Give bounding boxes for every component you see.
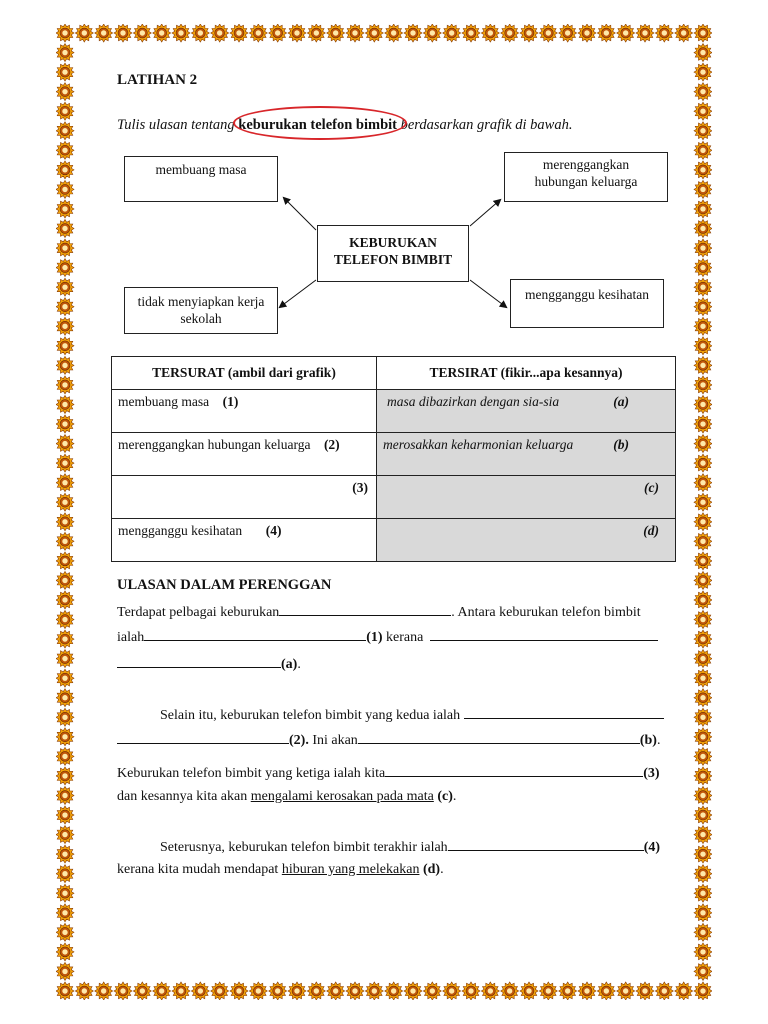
para4-line2: kerana kita mudah mendapat hiburan yang melekakan (d). bbox=[117, 862, 444, 877]
table-row bbox=[112, 433, 676, 476]
sun-ornament bbox=[694, 376, 712, 394]
p4-underlined: hiburan yang melekakan bbox=[281, 862, 420, 877]
sun-ornament bbox=[655, 982, 673, 1000]
node-bottom-right-label: mengganggu kesihatan bbox=[524, 287, 650, 302]
blank-line[interactable] bbox=[448, 837, 644, 851]
sun-ornament bbox=[56, 747, 74, 765]
sun-ornament bbox=[56, 845, 74, 863]
p1-text-a: Terdapat pelbagai keburukan bbox=[117, 605, 280, 620]
sun-ornament bbox=[559, 982, 577, 1000]
sun-ornament bbox=[404, 982, 422, 1000]
sun-ornament bbox=[230, 982, 248, 1000]
cell-tersurat-text: mengganggu kesihatan bbox=[118, 523, 243, 538]
sun-ornament bbox=[694, 474, 712, 492]
p3-letter: (c) bbox=[437, 789, 453, 804]
sun-ornament bbox=[694, 689, 712, 707]
sun-ornament bbox=[56, 767, 74, 785]
p2-text-a: Selain itu, keburukan telefon bimbit yang kedua ialah bbox=[160, 708, 464, 723]
arrow-bottom-left bbox=[280, 280, 316, 307]
sun-ornament bbox=[675, 982, 693, 1000]
sun-ornament bbox=[365, 982, 383, 1000]
node-top-left-label: membuang masa bbox=[155, 162, 247, 177]
blank-line[interactable] bbox=[144, 627, 366, 641]
sun-ornament bbox=[694, 513, 712, 531]
blank-line[interactable] bbox=[117, 654, 281, 668]
sun-ornament bbox=[56, 728, 74, 746]
node-bottom-left bbox=[124, 287, 278, 334]
table-header-row bbox=[112, 357, 676, 390]
header-tersurat: TERSURAT (ambil dari grafik) bbox=[112, 357, 377, 390]
sun-ornament bbox=[346, 982, 364, 1000]
sun-ornament bbox=[56, 943, 74, 961]
para1-line3: (a). bbox=[117, 654, 301, 673]
p2-num: (2). bbox=[289, 733, 309, 748]
sun-ornament bbox=[694, 415, 712, 433]
arrow-top-right bbox=[470, 200, 500, 226]
p2-text-c: Ini akan bbox=[308, 733, 358, 748]
sun-ornament bbox=[694, 826, 712, 844]
sun-ornament bbox=[694, 493, 712, 511]
sun-ornament bbox=[423, 982, 441, 1000]
node-center-line2: TELEFON BIMBIT bbox=[333, 252, 453, 267]
sun-ornament bbox=[694, 552, 712, 570]
node-top-left bbox=[124, 156, 278, 202]
sun-ornament bbox=[56, 552, 74, 570]
cell-tersurat-text: membuang masa bbox=[118, 394, 210, 409]
sun-ornament bbox=[694, 571, 712, 589]
p1-text-e: kerana bbox=[382, 630, 427, 645]
sun-ornament bbox=[694, 982, 712, 1000]
cell-num: (4) bbox=[265, 523, 282, 538]
sun-ornament bbox=[694, 611, 712, 629]
p1-text-c: ialah bbox=[117, 630, 145, 645]
node-bottom-left-line2: sekolah bbox=[180, 311, 222, 326]
sun-ornament bbox=[56, 474, 74, 492]
para1-line2 bbox=[117, 627, 658, 646]
blank-line[interactable] bbox=[464, 705, 664, 719]
sun-ornament bbox=[462, 982, 480, 1000]
sun-ornament bbox=[617, 982, 635, 1000]
sun-ornament bbox=[56, 689, 74, 707]
sun-ornament bbox=[172, 982, 190, 1000]
sun-ornament bbox=[694, 454, 712, 472]
sun-ornament bbox=[443, 982, 461, 1000]
sun-ornament bbox=[694, 962, 712, 980]
sun-ornament bbox=[694, 591, 712, 609]
sun-ornament bbox=[56, 708, 74, 726]
para2-line2: (2). Ini akan (b). bbox=[117, 730, 660, 749]
sun-ornament bbox=[56, 962, 74, 980]
cell-tersirat bbox=[377, 476, 676, 519]
sun-ornament bbox=[56, 415, 74, 433]
blank-line[interactable] bbox=[279, 602, 451, 616]
sun-ornament bbox=[694, 630, 712, 648]
sun-ornament bbox=[327, 982, 345, 1000]
p1-letter: (a) bbox=[281, 657, 298, 672]
p4-letter: (d) bbox=[422, 862, 441, 877]
blank-line[interactable] bbox=[385, 763, 643, 777]
sun-ornament bbox=[385, 982, 403, 1000]
blank-line[interactable] bbox=[430, 627, 658, 641]
sun-ornament bbox=[694, 923, 712, 941]
para3-line2: dan kesannya kita akan mengalami kerosakan pada mata (c). bbox=[117, 789, 457, 804]
sun-ornament bbox=[56, 493, 74, 511]
p1-text-b: . Antara keburukan telefon bimbit bbox=[451, 605, 641, 620]
sun-ornament bbox=[56, 826, 74, 844]
node-bottom-right bbox=[510, 279, 664, 328]
sun-ornament bbox=[694, 865, 712, 883]
cell-letter: (d) bbox=[643, 523, 659, 538]
sun-ornament bbox=[56, 806, 74, 824]
sun-ornament bbox=[56, 630, 74, 648]
para3-line1 bbox=[117, 763, 660, 782]
para2-line1 bbox=[160, 705, 664, 724]
sun-ornament bbox=[56, 669, 74, 687]
sun-ornament bbox=[694, 845, 712, 863]
sun-ornament bbox=[694, 708, 712, 726]
cell-tersirat-text: masa dibazirkan dengan sia-sia bbox=[387, 394, 560, 409]
sun-ornament bbox=[153, 982, 171, 1000]
sun-ornament bbox=[56, 454, 74, 472]
sun-ornament bbox=[694, 435, 712, 453]
sun-ornament bbox=[694, 806, 712, 824]
cell-tersurat bbox=[112, 433, 377, 476]
cell-tersurat bbox=[112, 476, 377, 519]
sun-ornament bbox=[520, 982, 538, 1000]
cell-tersurat bbox=[112, 390, 377, 433]
p3-text-c: dan kesannya kita akan bbox=[117, 789, 251, 804]
sun-ornament bbox=[694, 728, 712, 746]
node-top-right-line2: hubungan keluarga bbox=[534, 174, 638, 189]
cell-letter: (b) bbox=[613, 437, 629, 452]
table-row bbox=[112, 519, 676, 562]
sun-ornament bbox=[578, 982, 596, 1000]
node-top-right bbox=[504, 152, 668, 202]
p3-underlined: mengalami kerosakan pada mata bbox=[250, 789, 434, 804]
para1-line1 bbox=[117, 602, 641, 621]
cell-num: (2) bbox=[323, 437, 340, 452]
blank-line[interactable] bbox=[117, 730, 289, 744]
p2-letter: (b) bbox=[639, 733, 657, 748]
sun-ornament bbox=[269, 982, 287, 1000]
sun-ornament bbox=[56, 376, 74, 394]
cell-tersurat bbox=[112, 519, 377, 562]
sun-ornament bbox=[694, 943, 712, 961]
sun-ornament bbox=[95, 982, 113, 1000]
sun-ornament bbox=[694, 767, 712, 785]
p4-text-a: Seterusnya, keburukan telefon bimbit terakhir ialah bbox=[160, 840, 448, 855]
cell-num: (1) bbox=[222, 394, 239, 409]
sun-ornament bbox=[114, 982, 132, 1000]
instruction-highlight: keburukan telefon bimbit bbox=[238, 117, 397, 133]
cell-tersurat-text: merenggangkan hubungan keluarga bbox=[118, 437, 311, 452]
node-top-right-line1: merenggangkan bbox=[542, 157, 630, 172]
p3-text-a: Keburukan telefon bimbit yang ketiga ialah kita bbox=[117, 766, 386, 781]
cell-num: (3) bbox=[352, 480, 368, 495]
cell-tersirat bbox=[377, 433, 676, 476]
sun-ornament bbox=[288, 982, 306, 1000]
sun-ornament bbox=[694, 669, 712, 687]
sun-ornament bbox=[694, 787, 712, 805]
instruction-before: Tulis ulasan tentang bbox=[117, 117, 239, 133]
blank-line[interactable] bbox=[358, 730, 640, 744]
p4-text-c: kerana kita mudah mendapat bbox=[117, 862, 282, 877]
node-center bbox=[317, 225, 469, 282]
sun-ornament bbox=[249, 982, 267, 1000]
ulasan-heading: ULASAN DALAM PERENGGAN bbox=[117, 577, 332, 593]
header-tersirat: TERSIRAT (fikir...apa kesannya) bbox=[377, 357, 676, 390]
sun-ornament bbox=[694, 396, 712, 414]
tersurat-tersirat-table bbox=[111, 356, 676, 562]
table-row bbox=[112, 390, 676, 433]
sun-ornament bbox=[56, 611, 74, 629]
sun-ornament bbox=[694, 650, 712, 668]
p1-num: (1) bbox=[366, 630, 383, 645]
cell-tersirat-text: merosakkan keharmonian keluarga bbox=[383, 437, 574, 452]
p4-num: (4) bbox=[643, 840, 661, 855]
sun-ornament bbox=[501, 982, 519, 1000]
page-title: LATIHAN 2 bbox=[117, 72, 198, 88]
p3-num: (3) bbox=[643, 766, 660, 781]
sun-ornament bbox=[56, 884, 74, 902]
sun-ornament bbox=[56, 650, 74, 668]
sun-ornament bbox=[539, 982, 557, 1000]
sun-ornament bbox=[56, 435, 74, 453]
sun-ornament bbox=[75, 982, 93, 1000]
sun-ornament bbox=[56, 787, 74, 805]
sun-ornament bbox=[636, 982, 654, 1000]
node-bottom-left-line1: tidak menyiapkan kerja bbox=[137, 294, 265, 309]
arrow-bottom-right bbox=[470, 280, 506, 307]
cell-tersirat bbox=[377, 519, 676, 562]
sun-ornament bbox=[694, 884, 712, 902]
instruction-after: berdasarkan grafik di bawah. bbox=[397, 117, 573, 133]
sun-ornament bbox=[694, 532, 712, 550]
sun-ornament bbox=[56, 396, 74, 414]
sun-ornament bbox=[56, 571, 74, 589]
sun-ornament bbox=[56, 982, 74, 1000]
sun-ornament bbox=[694, 747, 712, 765]
sun-ornament bbox=[307, 982, 325, 1000]
sun-ornament bbox=[481, 982, 499, 1000]
arrow-top-left bbox=[284, 198, 316, 230]
node-center-line1: KEBURUKAN bbox=[349, 235, 437, 250]
sun-ornament bbox=[56, 904, 74, 922]
sun-ornament bbox=[56, 532, 74, 550]
sun-ornament bbox=[191, 982, 209, 1000]
sun-ornament bbox=[597, 982, 615, 1000]
cell-tersirat bbox=[377, 390, 676, 433]
para4-line1 bbox=[160, 837, 660, 856]
sun-ornament bbox=[56, 865, 74, 883]
sun-ornament bbox=[56, 923, 74, 941]
cell-letter: (a) bbox=[613, 394, 629, 409]
sun-ornament bbox=[56, 513, 74, 531]
table-row bbox=[112, 476, 676, 519]
sun-ornament bbox=[694, 904, 712, 922]
sun-ornament bbox=[56, 591, 74, 609]
cell-letter: (c) bbox=[644, 480, 659, 495]
sun-ornament bbox=[133, 982, 151, 1000]
sun-ornament bbox=[211, 982, 229, 1000]
